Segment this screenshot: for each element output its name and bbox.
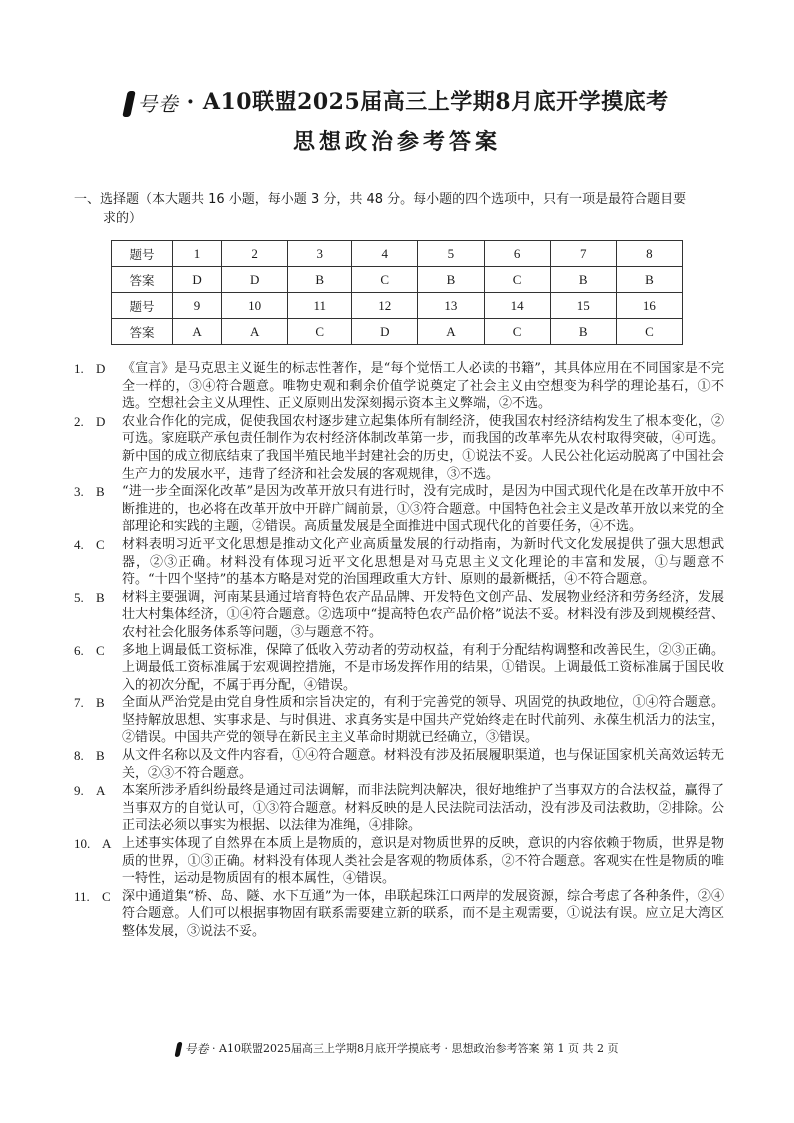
item-number: 3. [74, 484, 84, 500]
item-explanation: 从文件名称以及文件内容看，①④符合题意。材料没有涉及拓展履职渠道，也与保证国家机关高效运转无关，②③不符合题意。 [122, 748, 724, 781]
table-cell: B [616, 267, 682, 293]
section-heading [74, 190, 734, 228]
table-cell: 10 [222, 293, 288, 319]
item-number: 8. [74, 748, 84, 764]
table-cell: C [616, 319, 682, 345]
table-cell: 6 [484, 241, 550, 267]
item-explanation: 深中通道集“桥、岛、隧、水下互通”为一体，串联起珠江口两岸的发展资源，综合考虑了各种条件，②④符合题意。人们可以根据事物固有联系需要建立新的联系，而不是主观需要，①说法有误。应立足大湾区整体发展，③说法不妥。 [122, 888, 724, 939]
table-row [112, 267, 683, 293]
table-cell: D [173, 267, 222, 293]
item-number: 9. [74, 783, 84, 799]
table-cell: 3 [288, 241, 352, 267]
table-cell: 9 [173, 293, 222, 319]
footer-logo-text: 号卷 [184, 1042, 209, 1056]
list-item [74, 536, 724, 589]
table-cell: 16 [616, 293, 682, 319]
table-cell: 8 [616, 241, 682, 267]
table-cell: 15 [550, 293, 616, 319]
brand-logo-text: 号卷 [137, 91, 179, 116]
item-number: 6. [74, 642, 84, 658]
table-cell: 5 [418, 241, 484, 267]
brand-logo [125, 89, 178, 118]
table-cell: B [550, 267, 616, 293]
item-answer: B [96, 748, 105, 764]
document-subtitle: 思想政治参考答案 [292, 129, 501, 155]
item-answer: B [96, 484, 105, 500]
item-answer: C [96, 536, 105, 552]
item-explanation: 多地上调最低工资标准，保障了低收入劳动者的劳动权益，有利于分配结构调整和改善民生，②③正确。上调最低工资标准属于宏观调控措施，不是市场发挥作用的结果，①错误。上调最低工资标准属于国民收入的初次分配，不属于再分配，④错误。 [122, 642, 724, 693]
answer-key-table [111, 240, 683, 345]
item-explanation: “进一步全面深化改革”是因为改革开放只有进行时，没有完成时，是因为中国式现代化是在改革开放中不断推进的，也必将在改革开放中开辟广阔前景，①③符合题意。中国特色社会主义是改革开放以来党的全部理论和实践的主题，②错误。高质量发展是全面推进中国式现代化的首要任务，④不选。 [122, 484, 724, 535]
table-cell: 13 [418, 293, 484, 319]
page-footer [0, 1041, 794, 1057]
item-explanation: 全面从严治党是由党自身性质和宗旨决定的，有利于完善党的领导、巩固党的执政地位，①④符合题意。坚持解放思想、实事求是、与时俱进、求真务实是中国共产党始终走在时代前列、永葆生机活力的法宝，②错误。中国共产党的领导在新民主主义革命时期就已经确立，③错误。 [122, 695, 724, 746]
item-number: 2. [74, 413, 84, 429]
list-item [74, 642, 724, 695]
list-item [74, 835, 724, 888]
table-cell: 2 [222, 241, 288, 267]
section-heading-line2: 求的） [103, 211, 143, 226]
table-cell: C [484, 319, 550, 345]
table-cell: 12 [352, 293, 418, 319]
table-row [112, 319, 683, 345]
footer-logo-mark-icon [174, 1042, 182, 1057]
table-cell: 7 [550, 241, 616, 267]
row-label: 题号 [112, 241, 173, 267]
item-answer: A [96, 783, 106, 799]
item-explanation: 《宣言》是马克思主义诞生的标志性著作，是“每个觉悟工人必读的书籍”，其具体应用在不同国家是不完全一样的，③④符合题意。唯物史观和剩余价值学说奠定了社会主义由空想变为科学的理论基石，①不选。空想社会主义从理性、正义原则出发深刻揭示资本主义弊端，②不选。 [122, 361, 724, 412]
table-cell: 1 [173, 241, 222, 267]
document-title [0, 88, 794, 118]
list-item [74, 589, 724, 642]
row-label: 题号 [112, 293, 173, 319]
item-answer: B [96, 695, 105, 711]
table-cell: B [550, 319, 616, 345]
item-answer: D [96, 413, 106, 429]
table-cell: 4 [352, 241, 418, 267]
item-number: 4. [74, 536, 84, 552]
list-item [74, 782, 724, 835]
item-number: 1. [74, 361, 84, 376]
item-explanation: 材料表明习近平文化思想是推动文化产业高质量发展的行动指南，为新时代文化发展提供了强大思想武器，②③正确。材料没有体现习近平文化思想是对马克思主义文化理论的丰富和发展，①与题意不符。“十四个坚持”的基本方略是对党的治国理政重大方针、原则的最新概括，④不符合题意。 [122, 536, 724, 588]
row-label: 答案 [112, 319, 173, 345]
item-explanation: 农业合作化的完成，促使我国农村逐步建立起集体所有制经济，使我国农村经济结构发生了根本变化，②可选。家庭联产承包责任制作为农村经济体制改革第一步，而我国的改革率先从农村取得突破，④可选。新中国的成立彻底结束了我国半殖民地半封建社会的历史，①说法不妥。人民公社化运动脱离了中国社会生产力的发展水平，违背了经济和社会发展的客观规律，③不选。 [122, 413, 724, 482]
item-explanation: 本案所涉矛盾纠纷最终是通过司法调解，而非法院判决解决，很好地维护了当事双方的合法权益，赢得了当事双方的自觉认可，①③符合题意。材料反映的是人民法院司法活动，没有涉及司法救助，②排除。公正司法必须以事实为根据、以法律为准绳，④排除。 [122, 783, 724, 834]
table-cell: C [288, 319, 352, 345]
footer-text: · A10联盟2025届高三上学期8月底开学摸底考 · 思想政治参考答案 第 1 页 共 2 页 [212, 1042, 619, 1055]
item-answer: C [96, 642, 105, 658]
table-cell: A [418, 319, 484, 345]
table-cell: 11 [288, 293, 352, 319]
item-number: 11. [74, 888, 90, 904]
table-cell: B [288, 267, 352, 293]
list-item [74, 888, 724, 941]
item-explanation: 上述事实体现了自然界在本质上是物质的，意识是对物质世界的反映，意识的内容依赖于物质，世界是物质的世界，①③正确。材料没有体现人类社会是客观的物质体系，②不符合题意。客观实在性是物质的唯一特性，运动是物质固有的根本属性，④错误。 [122, 836, 724, 887]
table-row [112, 293, 683, 319]
list-item [74, 483, 724, 536]
row-label: 答案 [112, 267, 173, 293]
item-answer: B [96, 589, 105, 605]
table-cell: D [352, 319, 418, 345]
item-answer: C [102, 888, 111, 904]
item-number: 7. [74, 695, 84, 711]
item-number: 5. [74, 589, 84, 605]
table-cell: C [352, 267, 418, 293]
table-cell: A [173, 319, 222, 345]
explanation-list [74, 360, 724, 941]
item-answer: A [102, 836, 112, 852]
table-cell: A [222, 319, 288, 345]
item-answer: D [96, 361, 106, 376]
list-item [74, 694, 724, 747]
list-item [74, 360, 724, 413]
item-number: 10. [74, 836, 91, 852]
table-cell: D [222, 267, 288, 293]
table-cell: B [418, 267, 484, 293]
brand-logo-mark-icon [123, 91, 137, 117]
list-item [74, 413, 724, 483]
table-cell: 14 [484, 293, 550, 319]
section-heading-line1: 一、选择题（本大题共 16 小题，每小题 3 分，共 48 分。每小题的四个选项中，只有一项是最符合题目要 [74, 192, 687, 207]
table-cell: C [484, 267, 550, 293]
exam-title: · A10联盟2025届高三上学期8月底开学摸底考 [186, 89, 669, 115]
table-row [112, 241, 683, 267]
footer-logo [176, 1041, 209, 1057]
item-explanation: 材料主要强调，河南某县通过培育特色农产品品牌、开发特色文创产品、发展物业经济和劳务经济，发展壮大村集体经济，①④符合题意。②选项中“提高特色农产品价格”说法不妥。材料没有涉及到规模经营、农村社会化服务体系等问题，③与题意不符。 [122, 589, 724, 640]
list-item [74, 747, 724, 782]
